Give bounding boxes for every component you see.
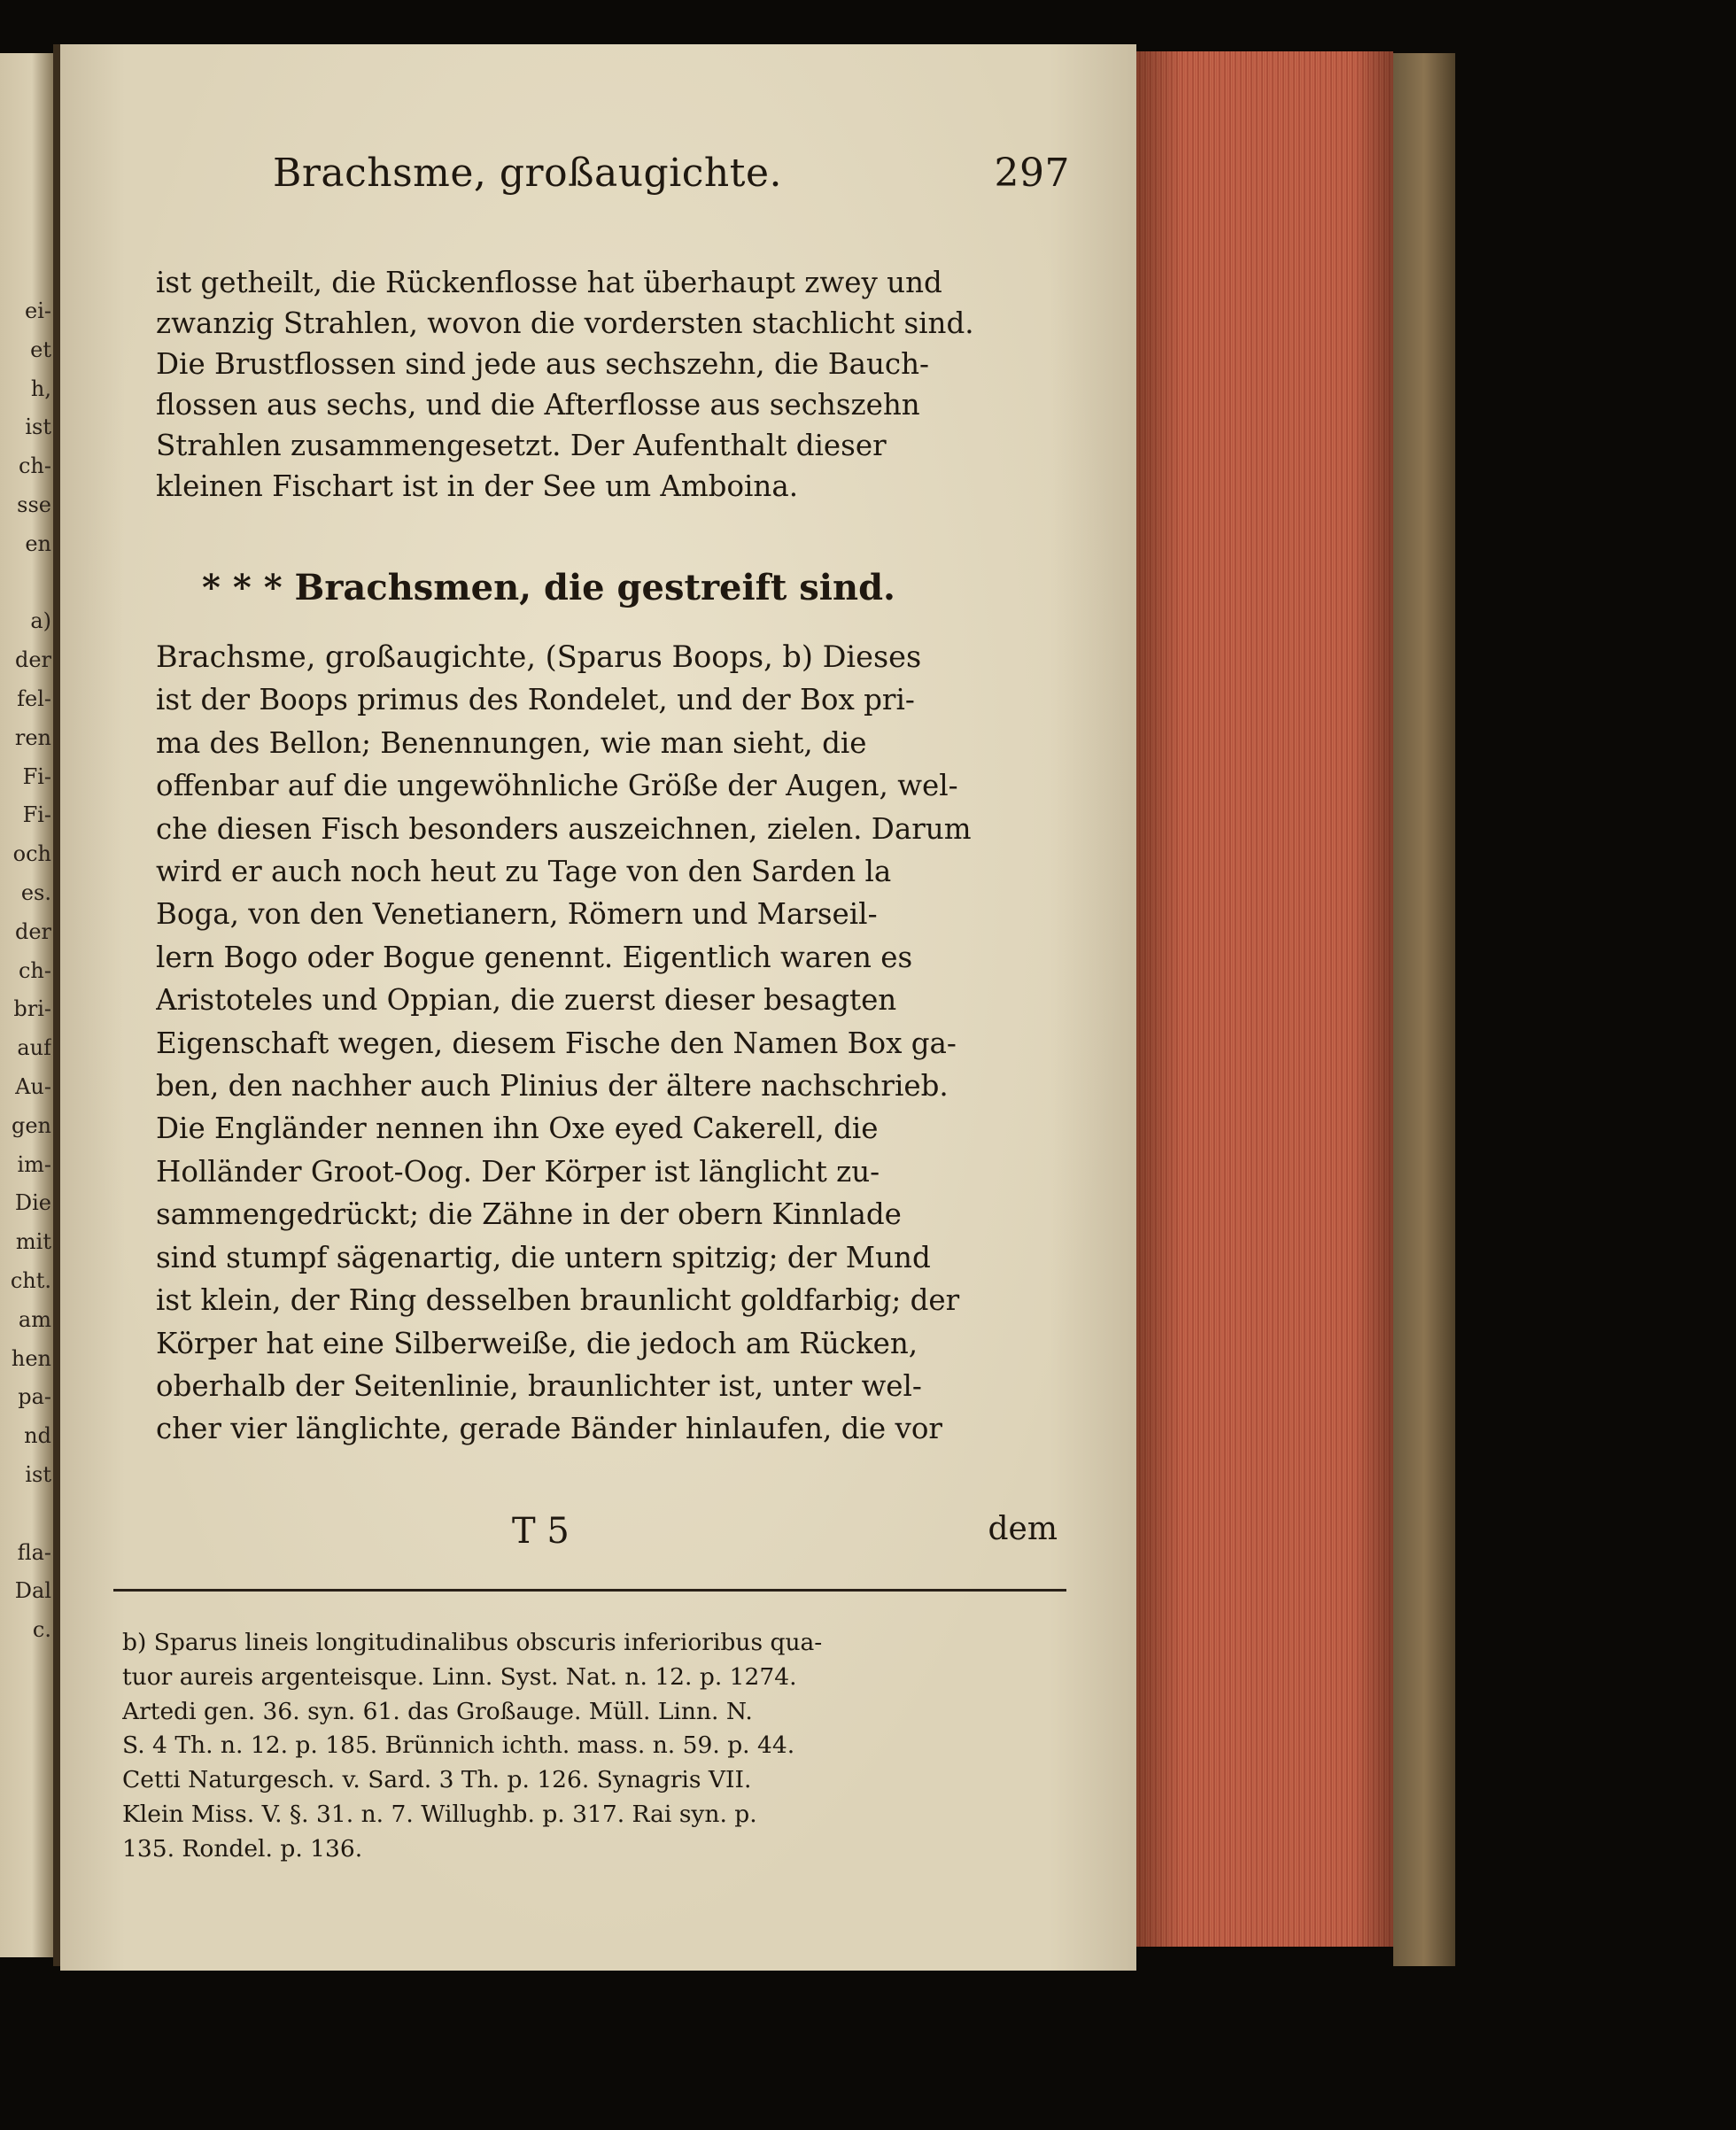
text-line: lern Bogo oder Bogue genennt. Eigentlich waren es [156,940,913,974]
text-line: Die Brustflossen sind jede aus sechszehn, die Bauch- [156,347,930,381]
footnote-rule [113,1589,1066,1592]
fore-edge-shading [1136,51,1393,1947]
text-line: cher vier länglichte, gerade Bänder hinlaufen, die vor [156,1412,942,1446]
text-line: offenbar auf die ungewöhnliche Größe der Augen, wel- [156,769,958,803]
book-cover-edge [1393,53,1455,1966]
left-page-fragment: Die [14,1190,51,1216]
left-page-fragment: et [30,337,51,362]
text-line: oberhalb der Seitenlinie, braunlichter ist, unter wel- [156,1368,922,1403]
text-line: flossen aus sechs, und die Afterflosse aus sechszehn [156,388,920,422]
left-page-fragment: sse [17,492,51,517]
left-page-fragment: im- [17,1151,51,1177]
text-line: ben, den nachher auch Plinius der ältere nachschrieb. [156,1069,949,1104]
text-line: sammengedrückt; die Zähne in der obern Kinnlade [156,1197,902,1232]
section-heading: * * * Brachsmen, die gestreift sind. [202,567,895,608]
text-line: Holländer Groot-Oog. Der Körper ist länglicht zu- [156,1154,880,1189]
footnote-line: tuor aureis argenteisque. Linn. Syst. Nat. n. 12. p. 1274. [122,1662,797,1691]
footnote-line: Artedi gen. 36. syn. 61. das Großauge. Müll. Linn. N. [122,1697,753,1725]
left-page-fragment: Fi- [22,802,51,828]
left-page-fragment: bri- [13,996,51,1022]
text-line: Die Engländer nennen ihn Oxe eyed Cakerell, die [156,1111,879,1146]
text-line: zwanzig Strahlen, wovon die vordersten stachlicht sind. [156,306,974,340]
left-page-fragment: der [14,918,51,944]
left-page-fragment: es. [20,879,51,905]
text-line: Eigenschaft wegen, diesem Fische den Namen Box ga- [156,1026,957,1060]
left-page-fragment: ch- [18,453,51,479]
signature-mark: T 5 [512,1511,570,1552]
footnote [122,1626,1066,1867]
text-line: ist der Boops primus des Rondelet, und der Box pri- [156,683,915,717]
text-line: Brachsme, großaugichte, (Sparus Boops, b) Dieses [156,639,922,674]
footnote-line: b) Sparus lineis longitudinalibus obscuris inferioribus qua- [122,1629,823,1656]
left-page-fragment: fel- [17,685,51,711]
catchword: dem [988,1511,1058,1547]
left-page-fragment: ist [25,414,51,440]
text-line: wird er auch noch heut zu Tage von den Sarden la [156,855,892,889]
text-line: Boga, von den Venetianern, Römern und Marseil- [156,897,878,932]
left-page-fragment: h, [30,376,51,401]
text-line: kleinen Fischart ist in der See um Amboina. [156,469,799,503]
page-number: 297 [994,151,1070,196]
left-page-fragment: mit [15,1229,51,1255]
text-line: ist klein, der Ring desselben braunlicht goldfarbig; der [156,1283,960,1318]
text-line: ma des Bellon; Benennungen, wie man sieht, die [156,725,867,760]
text-line: ist getheilt, die Rückenflosse hat überhaupt zwey und [156,266,942,299]
left-page-fragment: och [12,841,51,867]
left-page-fragment: fla- [17,1539,51,1565]
paragraph-continued [156,262,1059,507]
left-page-fragment: en [25,531,51,556]
left-page-fragment: der [14,647,51,673]
footnote-line: Klein Miss. V. §. 31. n. 7. Willughb. p. 317. Rai syn. p. [122,1800,757,1828]
left-page-fragment: Fi- [22,763,51,789]
running-head-title: Brachsme, großaugichte. [273,151,782,196]
left-facing-page [0,53,53,1957]
text-line: Aristoteles und Oppian, die zuerst dieser besagten [156,983,897,1018]
left-page-fragment: pa- [18,1384,51,1410]
text-line: Strahlen zusammengesetzt. Der Aufenthalt dieser [156,429,887,462]
footnote-line: S. 4 Th. n. 12. p. 185. Brünnich ichth. mass. n. 59. p. 44. [122,1731,795,1760]
text-line: che diesen Fisch besonders auszeichnen, zielen. Darum [156,811,972,846]
footnote-line: 135. Rondel. p. 136. [122,1834,363,1863]
left-page-fragment: ist [25,1461,51,1487]
left-page-fragment: gen [11,1112,51,1138]
left-page-fragment [2,1495,51,1534]
left-page-text-fragments [2,292,51,1913]
left-page-fragment: nd [24,1423,51,1449]
left-page-fragment: am [18,1306,51,1332]
book-gutter [53,44,60,1966]
left-page-fragment: a) [30,608,51,634]
left-page-fragment: cht. [10,1267,51,1293]
left-page-fragment [2,564,51,603]
species-entry-paragraph [156,636,1059,1451]
left-page-fragment: ren [14,724,51,750]
left-page-fragment: c. [32,1617,51,1643]
right-page [60,44,1136,1971]
left-page-fragment: Dal [14,1578,51,1604]
text-line: sind stumpf sägenartig, die untern spitzig; der Mund [156,1240,931,1274]
left-page-fragment: auf [17,1035,51,1061]
footnote-line: Cetti Naturgesch. v. Sard. 3 Th. p. 126. Synagris VII. [122,1766,752,1794]
left-page-fragment: ch- [18,957,51,983]
left-page-fragment: Au- [15,1073,51,1099]
left-page-fragment: ei- [25,298,51,323]
text-line: Körper hat eine Silberweiße, die jedoch am Rücken, [156,1326,918,1360]
left-page-fragment: hen [11,1345,51,1371]
